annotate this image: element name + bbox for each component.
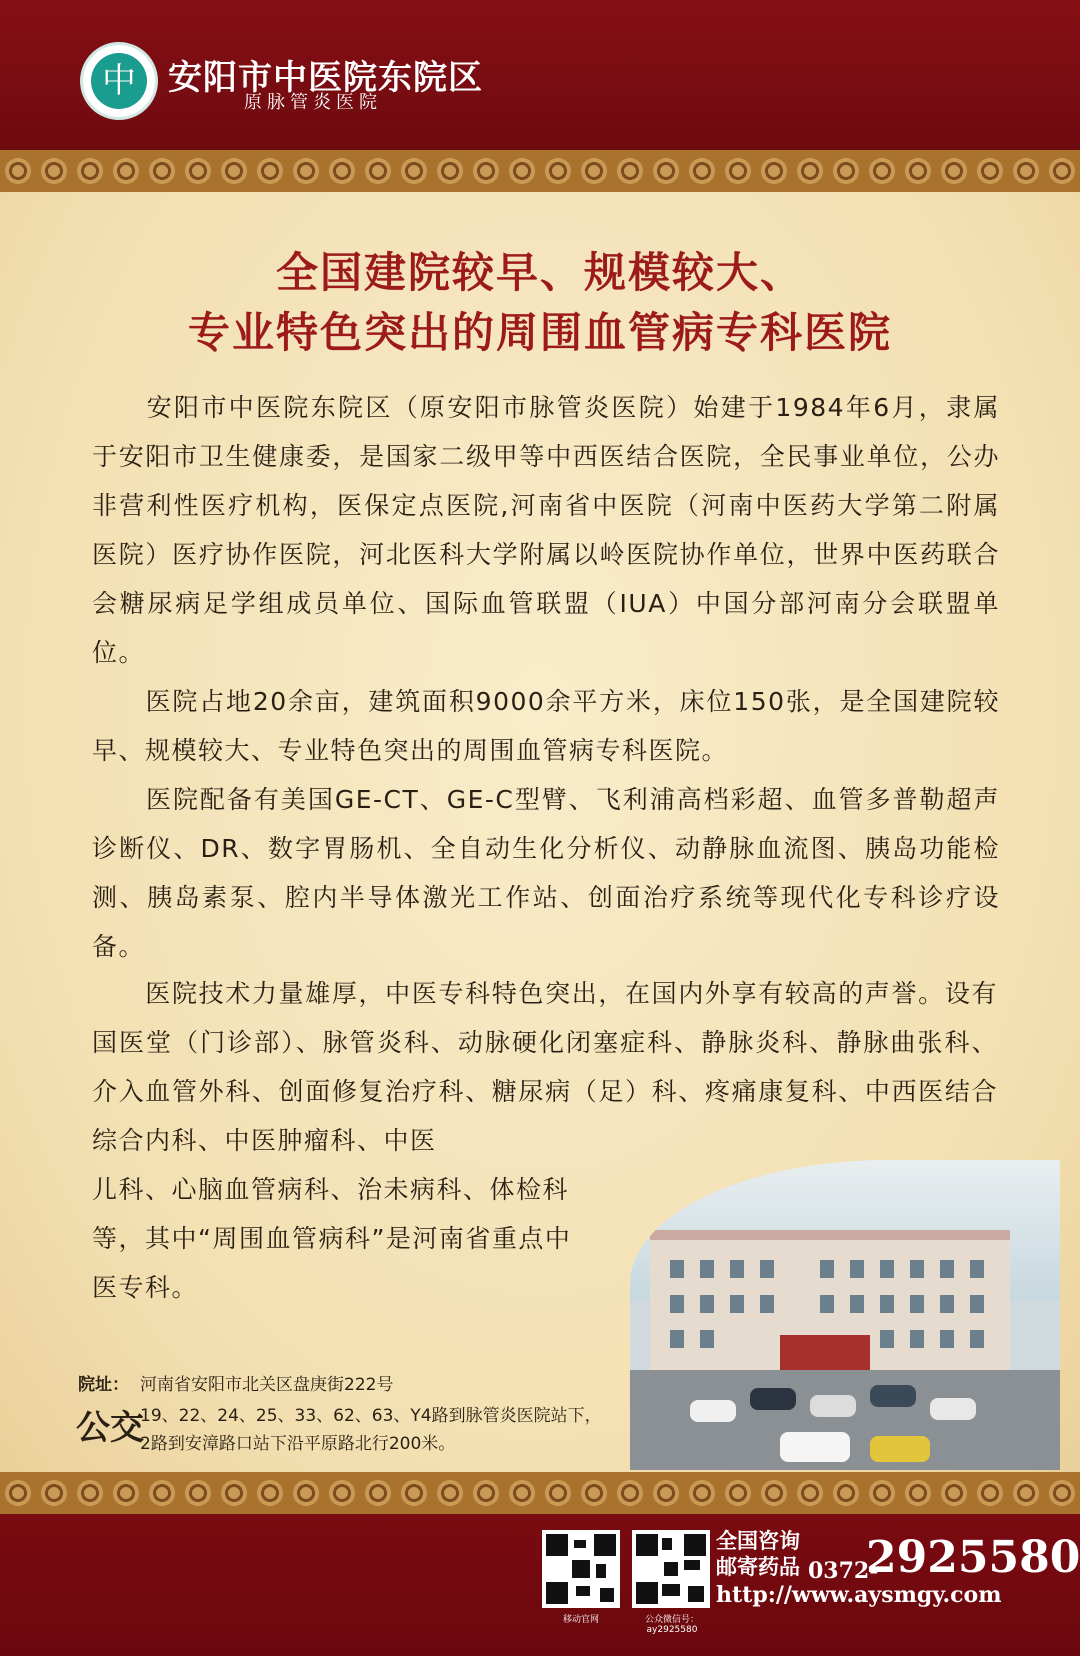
bus-label: 公交 — [76, 1408, 144, 1448]
qr-caption-wechat: 公众微信号：ay2925580 — [644, 1615, 699, 1635]
phone-number[interactable]: 2925580 — [866, 1532, 1080, 1583]
bus-route-line-1: 19、22、24、25、33、62、63、Y4路到脉管炎医院站下， — [140, 1406, 602, 1426]
header-bar — [0, 0, 1080, 150]
hospital-name: 安阳市中医院东院区 — [168, 58, 483, 98]
bus-route-line-2: 2路到安漳路口站下沿平原路北行200米。 — [140, 1434, 456, 1454]
paragraph-departments: 医院技术力量雄厚，中医专科特色突出，在国内外享有较高的声誉。设有国医堂（门诊部）、脉管炎科、动脉硬化闭塞症科、静脉炎科、静脉曲张科、介入血管外科、创面修复治疗科、糖尿病（足）科、疼痛康复科、中西医结合综合内科、中医肿瘤科、中医 — [92, 979, 998, 1155]
mail-label: 邮寄药品 — [716, 1554, 800, 1579]
contact-labels — [716, 1528, 800, 1580]
headline-line-2: 专业特色突出的周围血管病专科医院 — [187, 308, 892, 357]
paragraph-intro: 安阳市中医院东院区（原安阳市脉管炎医院）始建于1984年6月，隶属于安阳市卫生健康委，是国家二级甲等中西医结合医院，全民事业单位，公办非营利性医疗机构，医保定点医院,河南省中医院（河南中医药大学第二附属医院）医疗协作医院，河北医科大学附属以岭医院协作单位，世界中医药联合会糖尿病足学组成员单位、国际血管联盟（IUA）中国分部河南分会联盟单位。 — [92, 393, 1000, 667]
website-link[interactable]: http://www.aysmgy.com — [716, 1582, 1002, 1608]
paragraph-departments-tail: 儿科、心脑血管病科、治未病科、体检科等，其中“周围血管病科”是河南省重点中医专科。 — [92, 1175, 572, 1302]
qr-code-wechat-icon[interactable] — [632, 1530, 710, 1608]
logo-emblem: 中 — [91, 53, 147, 109]
address-text: 河南省安阳市北关区盘庚街222号 — [140, 1375, 394, 1395]
hospital-subname: 原脉管炎医院 — [244, 92, 382, 113]
bus-routes — [140, 1402, 660, 1458]
hospital-building-photo — [630, 1160, 1060, 1470]
phone-area-code: 0372- — [808, 1558, 879, 1584]
paragraph-equipment: 医院配备有美国GE-CT、GE-C型臂、飞利浦高档彩超、血管多普勒超声诊断仪、DR、数字胃肠机、全自动生化分析仪、动静脉血流图、胰岛功能检测、胰岛素泵、腔内半导体激光工作站、创面治疗系统等现代化专科诊疗设备。 — [92, 785, 1000, 961]
qr-code-website-icon[interactable] — [542, 1530, 620, 1608]
headline-line-1: 全国建院较早、规模较大、 — [275, 248, 804, 297]
decorative-band-top — [0, 150, 1080, 192]
consult-label: 全国咨询 — [716, 1528, 800, 1553]
address-label: 院址： — [78, 1375, 129, 1395]
decorative-band-bottom — [0, 1472, 1080, 1514]
paragraph-scale: 医院占地20余亩，建筑面积9000余平方米，床位150张，是全国建院较早、规模较大、专业特色突出的周围血管病专科医院。 — [92, 687, 1000, 765]
qr-caption-website: 移动官网 — [562, 1615, 599, 1625]
hospital-logo-icon — [80, 42, 158, 120]
